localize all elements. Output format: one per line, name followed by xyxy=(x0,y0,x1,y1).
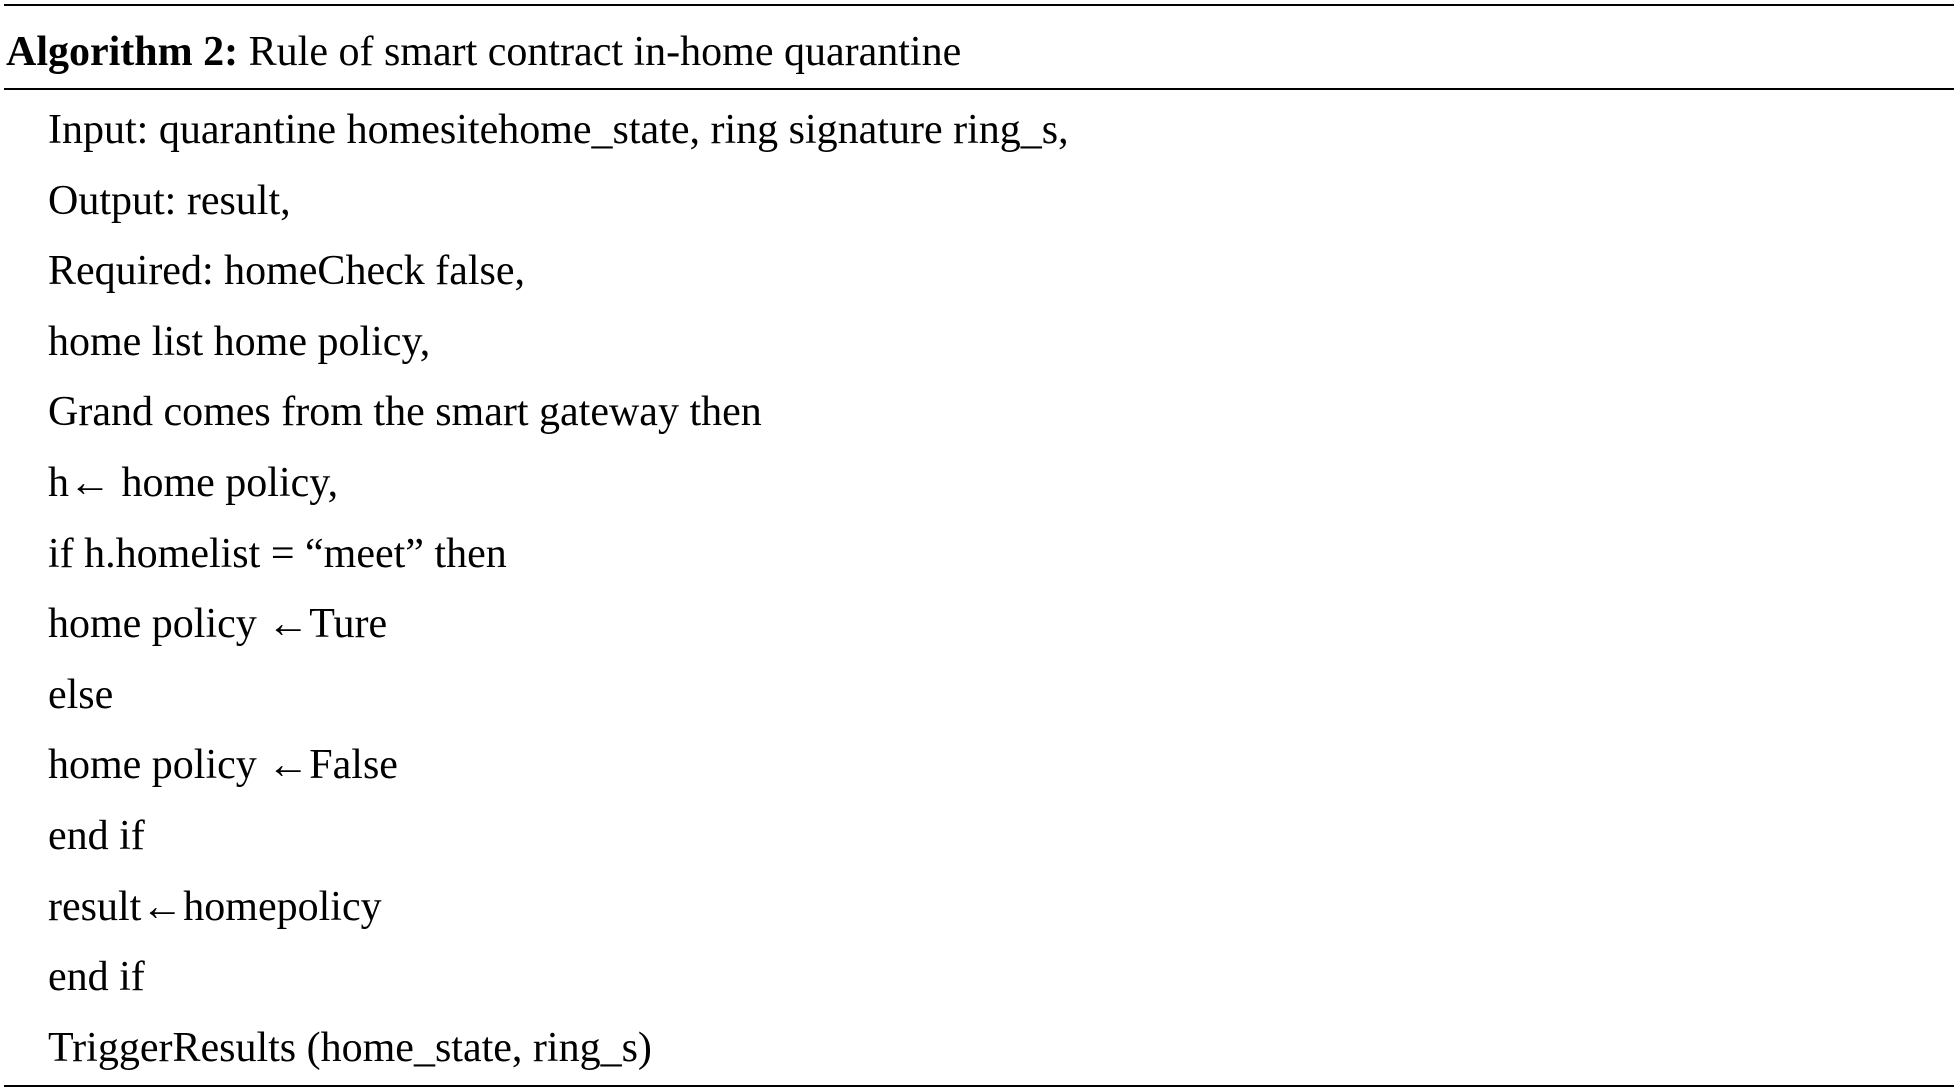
algorithm-line: if h.homelist = “meet” then xyxy=(48,530,507,577)
bottom-rule xyxy=(4,1085,1954,1087)
algorithm-label: Algorithm 2: xyxy=(6,29,239,75)
algorithm-line: end if xyxy=(48,954,145,1001)
algorithm-line: TriggerResults (home_state, ring_s) xyxy=(48,1024,652,1071)
algorithm-line: else xyxy=(48,671,114,718)
algorithm-caption xyxy=(6,22,961,82)
algorithm-line: home policy ←Ture xyxy=(48,601,388,648)
algorithm-lines xyxy=(48,100,1069,1088)
algorithm-line-required: Required: homeCheck false, xyxy=(48,248,526,295)
algorithm-line: result←homepolicy xyxy=(48,883,382,930)
algorithm-line: end if xyxy=(48,812,145,859)
algorithm-line: Grand comes from the smart gateway then xyxy=(48,389,762,436)
algorithm-line: home policy ←False xyxy=(48,742,398,789)
algorithm-line-input: Input: quarantine homesitehome_state, ring signature ring_s, xyxy=(48,107,1069,153)
caption-rule xyxy=(4,88,1954,90)
top-rule xyxy=(4,4,1954,6)
algorithm-line: home list home policy, xyxy=(48,318,431,365)
algorithm-line: h← home policy, xyxy=(48,459,339,506)
algorithm-title: Rule of smart contract in-home quarantine xyxy=(248,29,962,75)
algorithm-line-output: Output: result, xyxy=(48,177,291,224)
